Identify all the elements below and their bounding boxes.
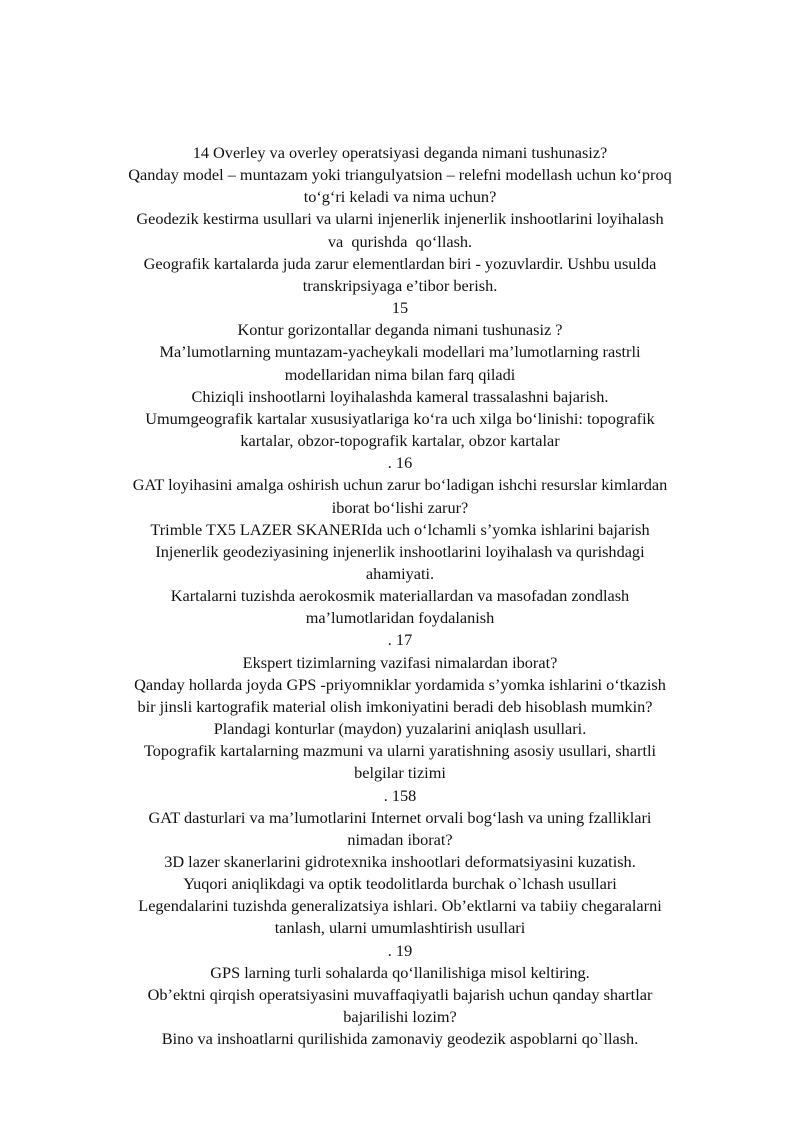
question-line: GAT dasturlari va ma’lumotlarini Internet orvali bog‘lash va uning fzalliklari <box>148 807 652 827</box>
question-line: iborat bo‘lishi zarur? <box>331 497 469 517</box>
question-line: belgilar tizimi <box>354 763 446 783</box>
question-line: modellaridan nima bilan farq qiladi <box>284 364 516 384</box>
ticket-number: . 16 <box>387 453 413 473</box>
ticket-number: . 17 <box>387 630 413 650</box>
question-line: GPS larning turli sohalarda qo‘llanilishiga misol keltiring. <box>210 962 590 982</box>
question-line: tanlash, ularni umumlashtirish usullari <box>274 918 526 938</box>
question-line: Ma’lumotlarning muntazam-yacheykali modellari ma’lumotlarning rastrli <box>159 342 641 362</box>
document-body <box>60 142 740 1050</box>
question-line: to‘g‘ri keladi va nima uchun? <box>303 187 497 207</box>
question-line: Topografik kartalarning mazmuni va ularni yaratishning asosiy usullari, shartli <box>143 741 657 761</box>
question-line: Injenerlik geodeziyasining injenerlik inshootlarini loyihalash va qurishdagi <box>155 541 645 561</box>
question-line: va qurishda qo‘llash. <box>327 231 473 251</box>
question-line: bajarilishi lozim? <box>343 1007 457 1027</box>
question-line: 14 Overley va overley operatsiyasi deganda nimani tushunasiz? <box>192 143 608 162</box>
question-line: Qanday model – muntazam yoki triangulyatsion – relefni modellash uchun ko‘proq <box>128 165 672 185</box>
question-line: ma’lumotlaridan foydalanish <box>305 608 495 628</box>
question-line: bir jinsli kartografik material olish imkoniyatini beradi deb hisoblash mumkin? <box>137 696 653 716</box>
question-line: Geodezik kestirma usullari va ularni injenerlik injenerlik inshootlarini loyihalash <box>136 209 664 229</box>
question-line: transkripsiyaga e’tibor berish. <box>302 275 498 295</box>
question-line: Geografik kartalarda juda zarur elementlardan biri - yozuvlardir. Ushbu usulda <box>143 253 657 273</box>
question-line: Ekspert tizimlarning vazifasi nimalardan iborat? <box>242 652 558 672</box>
question-line: 3D lazer skanerlarini gidrotexnika inshootlari deformatsiyasini kuzatish. <box>164 852 636 871</box>
question-line: Trimble TX5 LAZER SKANERIda uch o‘lchamli s’yomka ishlarini bajarish <box>150 519 650 539</box>
ticket-number: . 158 <box>383 785 417 805</box>
question-line: Kartalarni tuzishda aerokosmik materiallardan va masofadan zondlash <box>170 586 630 606</box>
question-line: Legendalarini tuzishda generalizatsiya ishlari. Ob’ektlarni va tabiiy chegaralarni <box>138 896 662 916</box>
question-line: Ob’ektni qirqish operatsiyasini muvaffaqiyatli bajarish uchun qanday shartlar <box>147 984 653 1004</box>
question-line: Chiziqli inshootlarni loyihalashda kameral trassalashni bajarish. <box>191 386 609 406</box>
question-line: Umumgeografik kartalar xususiyatlariga ko‘ra uch xilga bo‘linishi: topografik <box>145 408 655 428</box>
question-line: Bino va inshoatlarni qurilishida zamonaviy geodezik aspoblarni qo`llash. <box>161 1029 639 1049</box>
ticket-number: 15 <box>391 298 409 318</box>
question-line: Plandagi konturlar (maydon) yuzalarini aniqlash usullari. <box>213 719 587 739</box>
question-line: kartalar, obzor-topografik kartalar, obzor kartalar <box>240 431 560 451</box>
question-line: ahamiyati. <box>365 563 435 583</box>
question-line: Kontur gorizontallar deganda nimani tushunasiz ? <box>237 320 563 340</box>
ticket-number: . 19 <box>387 940 413 960</box>
question-line: Yuqori aniqlikdagi va optik teodolitlarda burchak o`lchash usullari <box>183 874 617 894</box>
question-line: nimadan iborat? <box>347 829 453 849</box>
question-line: Qanday hollarda joyda GPS -priyomniklar yordamida s’yomka ishlarini o‘tkazish <box>134 674 666 694</box>
question-line: GAT loyihasini amalga oshirish uchun zarur bo‘ladigan ishchi resurslar kimlardan <box>132 475 668 495</box>
